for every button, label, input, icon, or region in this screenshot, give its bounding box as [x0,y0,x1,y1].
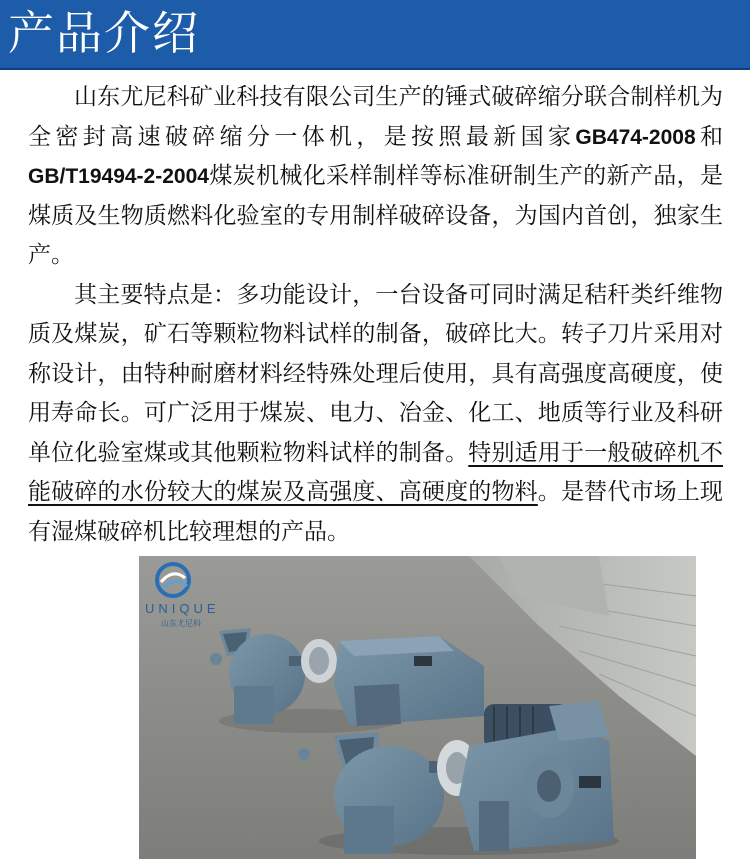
logo-text: UNIQUE [145,601,220,616]
features-text-1: 其主要特点是：多功能设计，一台设备可同时满足秸秆类纤维物质及煤炭，矿石等颗粒物料试样的制备，破碎比大。转子刀片采用对称设计，由特种耐磨材料经特殊处理后使用，具有高强度高硬度，使用寿命长。可广泛用于煤炭、电力、冶金、化工、地质等行业及科研单位化验室煤或其他颗粒物料试样的制备。 [28,281,723,466]
crusher-machine-rear [210,628,484,733]
features-paragraph [28,276,723,553]
features-highlight: 特别适用于一般破碎机不能破碎的水份较大的煤炭及高强度、高硬度的物料 [28,439,724,505]
product-photo [139,556,696,859]
standard-gb474: GB474-2008 [575,125,696,149]
intro-text-2: 和 [695,123,724,150]
standard-gbt19494: GB/T19494-2-2004 [28,165,209,188]
intro-paragraph [28,78,723,276]
logo-subtext: 山东尤尼科 [161,619,201,628]
page-title: 产品介绍 [8,6,200,60]
features-text-2: 。是替代市场上现有湿煤破碎机比较理想的产品。 [28,479,724,545]
page-header [0,0,750,70]
intro-text-1: 山东尤尼科矿业科技有限公司生产的锤式破碎缩分联合制样机为全密封高速破碎缩分一体机，是按照最新国家 [28,84,723,150]
intro-text-3: 煤炭机械化采样制样等标准研制生产的新产品，是煤质及生物质燃料化验室的专用制样破碎设备，为国内首创，独家生产。 [28,163,723,268]
product-description [28,78,723,552]
